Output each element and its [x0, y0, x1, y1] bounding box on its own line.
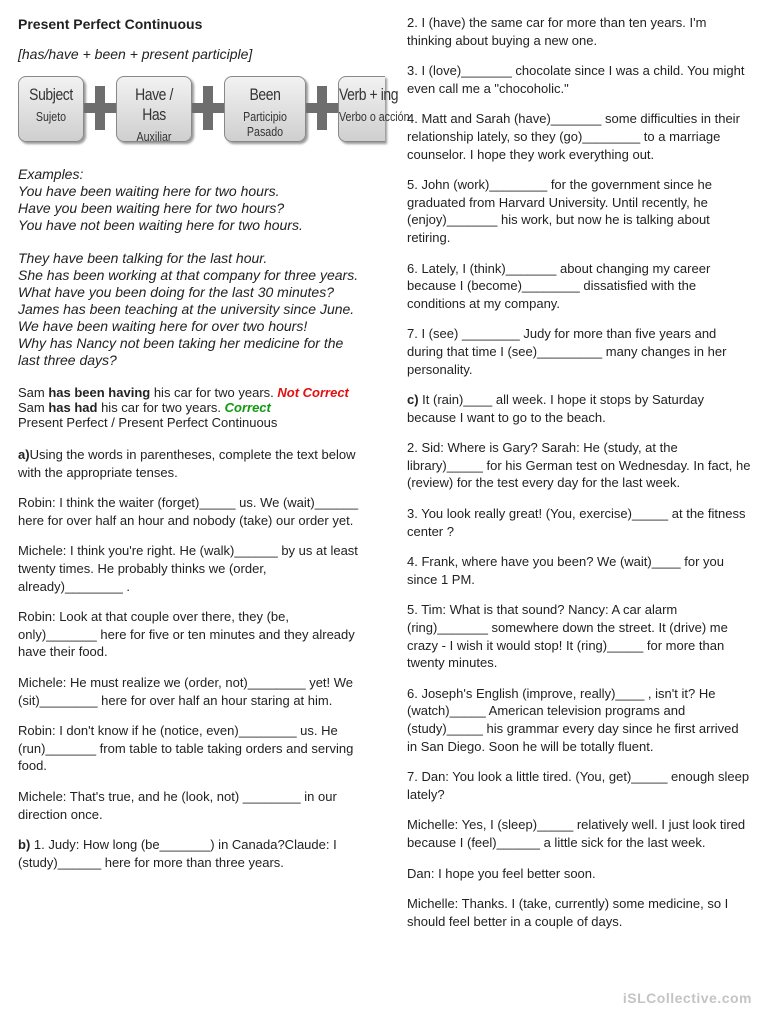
exercise-paragraph: 6. Joseph's English (improve, really)____ , isn't it? He (watch)_____ American television programs and (study)_____ his grammar every day since he first arrived in San Diego. Soon he will be totally fluent.	[407, 685, 739, 754]
examples-block-1	[18, 166, 368, 234]
banner-label: Subject	[29, 85, 73, 104]
section-marker: c)	[407, 392, 419, 408]
exercise-paragraph: 6. Lately, I (think)_______ about changing my career because I (become)________ dissatisfied with the conditions at my company.	[407, 260, 711, 311]
formula: [has/have + been + present participle]	[18, 46, 253, 62]
exercise-paragraph: 2. I (have) the same car for more than ten years. I'm thinking about buying a new one.	[407, 15, 707, 48]
examples-block-2	[18, 250, 368, 369]
note-bold-verb: has been having	[48, 385, 151, 400]
exercise-paragraph: 4. Frank, where have you been? We (wait)____ for you since 1 PM.	[407, 554, 724, 587]
exercise-paragraph: Dan: I hope you feel better soon.	[407, 865, 596, 881]
banner-label: Verb + ing	[339, 85, 399, 104]
correct-label: Correct	[224, 400, 271, 415]
note-text: his car for two years.	[97, 400, 225, 415]
banner-box-verb-ing	[338, 76, 410, 142]
exercise-paragraph: Robin: Look at that couple over there, they (be, only)_______ here for five or ten minutes and they already have their food.	[18, 609, 355, 660]
right-column	[407, 14, 752, 943]
exercise-text: It (rain)____ all week. I hope it stops by Saturday because I want to go to the beach.	[407, 392, 704, 425]
not-correct-example	[18, 385, 368, 400]
note-bold-verb: has had	[48, 400, 98, 415]
exercise-paragraph: Michelle: Yes, I (sleep)_____ relatively well. I just look tired because I (feel)______ a little sick for the last week.	[407, 817, 746, 850]
plus-icon	[88, 86, 110, 130]
not-correct-label: Not Correct	[277, 385, 349, 400]
section-a-instruction	[18, 446, 368, 481]
exercise-paragraph: Michele: I think you're right. He (walk)______ by us at least twenty times. He probably thinks we (order, already)________ .	[18, 543, 358, 594]
exercise-paragraph: Michele: He must realize we (order, not)________ yet! We (sit)________ here for over half an hour staring at him.	[18, 674, 354, 708]
correct-example	[18, 400, 368, 415]
note-text: his car for two years.	[150, 385, 278, 400]
example-sentence: Have you been waiting here for two hours?	[18, 200, 285, 216]
section-b-item	[18, 836, 368, 871]
example-sentence: You have not been waiting here for two hours.	[18, 217, 303, 233]
exercise-paragraph: 4. Matt and Sarah (have)_______ some difficulties in their relationship lately, so they (go)________ to a marriage counselor. I hope they work everything out.	[407, 111, 740, 162]
section-marker: b)	[18, 837, 31, 853]
plus-icon	[310, 86, 332, 130]
example-sentence: They have been talking for the last hour.	[18, 250, 268, 266]
example-sentence: We have been waiting here for over two hours!	[18, 318, 308, 334]
banner-sublabel: Sujeto	[35, 109, 67, 124]
exercise-paragraph: 3. I (love)_______ chocolate since I was a child. You might even call me a "chocoholic."	[407, 63, 745, 96]
page-title: Present Perfect Continuous	[18, 16, 203, 32]
section-c-item	[407, 391, 752, 426]
section-marker: a)	[18, 447, 30, 462]
exercise-paragraph: Robin: I don't know if he (notice, even)________ us. He (run)_______ from table to table taking orders and serving food.	[18, 723, 354, 774]
exercise-text: 1. Judy: How long (be_______) in Canada?Claude: I (study)______ here for more than three years.	[18, 837, 337, 870]
exercise-paragraph: 3. You look really great! (You, exercise)_____ at the fitness center ?	[407, 506, 746, 539]
exercise-paragraph: 2. Sid: Where is Gary? Sarah: He (study, at the library)_____ for his German test on Wednesday. In fact, he (review) for the test every day for the last week.	[407, 440, 751, 491]
example-sentence: James has been teaching at the university since June.	[18, 301, 355, 317]
tense-line: Present Perfect / Present Perfect Continuous	[18, 415, 278, 430]
banner-sublabel: Verbo o acción	[339, 109, 410, 124]
example-sentence: What have you been doing for the last 30 minutes?	[18, 284, 334, 300]
exercise-paragraph: 5. John (work)________ for the government since he graduated from Harvard University. Until recently, he (enjoy)_______ his work, but now he is talking about retiring.	[407, 177, 712, 245]
banner-box-subject	[18, 76, 84, 142]
instruction-text: Using the words in parentheses, complete the text below with the appropriate tenses.	[18, 447, 356, 480]
banner-label: Been	[249, 85, 281, 104]
left-column	[18, 14, 410, 884]
example-sentence: Why has Nancy not been taking her medicine for the last three days?	[18, 335, 344, 368]
example-sentence: She has been working at that company for three years.	[18, 267, 359, 283]
note-text: Sam	[18, 385, 49, 400]
correctness-note	[18, 385, 368, 430]
exercise-paragraph: Robin: I think the waiter (forget)_____ us. We (wait)______ here for over half an hour and nobody (take) our order yet.	[18, 495, 359, 528]
exercise-paragraph: Michelle: Thanks. I (take, currently) some medicine, so I should feel better in a couple of days.	[407, 896, 729, 929]
banner-box-been	[224, 76, 306, 142]
banner-sublabel: Participio Pasado	[243, 109, 287, 139]
examples-heading: Examples:	[18, 166, 84, 182]
banner-label: Have / Has	[135, 85, 173, 124]
structure-banner	[18, 74, 410, 144]
banner-sublabel: Auxiliar	[136, 129, 172, 144]
banner-box-auxiliary	[116, 76, 192, 142]
plus-icon	[196, 86, 218, 130]
exercise-paragraph: 7. I (see) ________ Judy for more than five years and during that time I (see)_________ many changes in her personality.	[407, 326, 727, 377]
note-text: Sam	[18, 400, 49, 415]
site-watermark: iSLCollective.com	[622, 990, 752, 1006]
example-sentence: You have been waiting here for two hours.	[18, 183, 280, 199]
exercise-paragraph: Michele: That's true, and he (look, not) ________ in our direction once.	[18, 788, 337, 822]
exercise-paragraph: 5. Tim: What is that sound? Nancy: A car alarm (ring)_______ somewhere down the street. It (drive) me crazy - I wish it would stop! It (ring)_____ for more than twenty minutes.	[407, 602, 728, 671]
exercise-paragraph: 7. Dan: You look a little tired. (You, get)_____ enough sleep lately?	[407, 769, 750, 802]
